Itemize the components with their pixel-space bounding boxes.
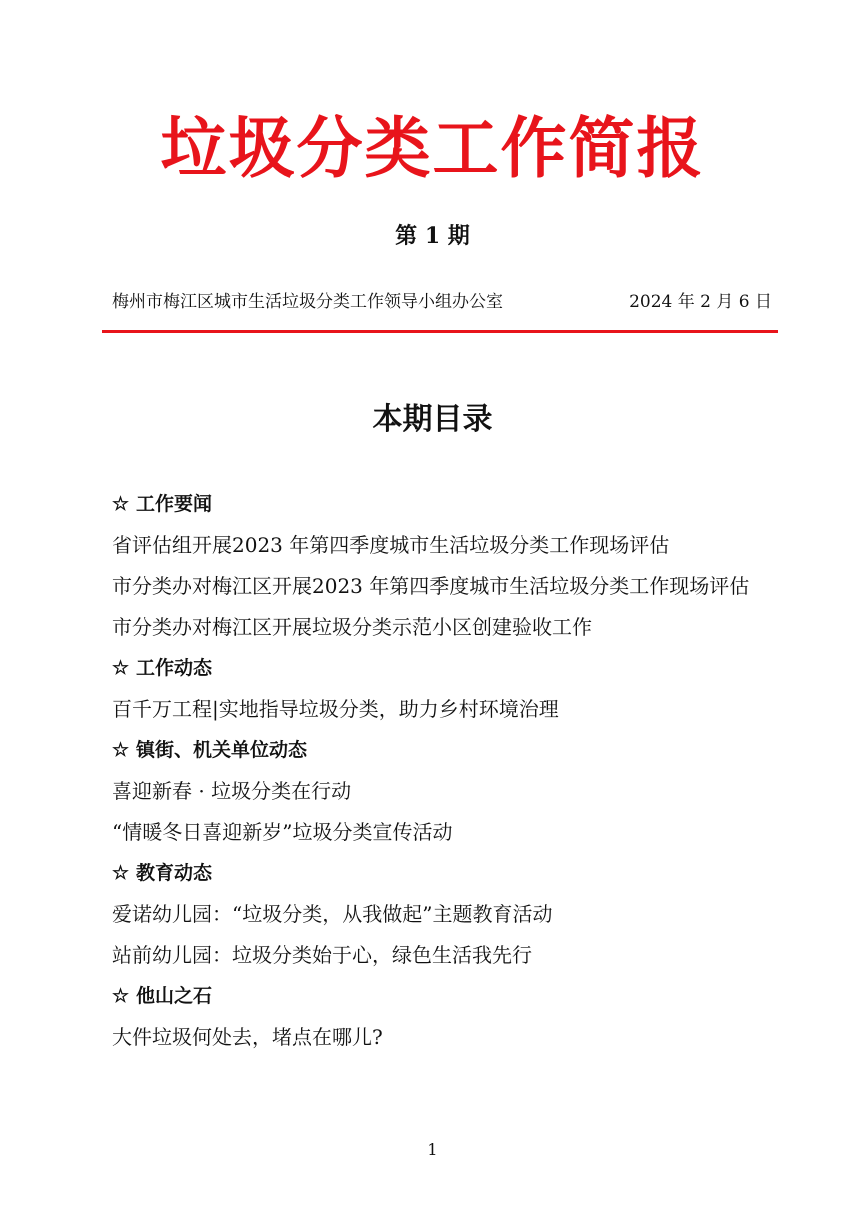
toc-heading: 本期目录 — [372, 402, 493, 437]
toc-item[interactable]: 爱诺幼儿园：“垃圾分类，从我做起”主题教育活动 — [112, 902, 553, 926]
toc-section-title: 他山之石 — [136, 985, 213, 1007]
toc-section-town-agency-updates — [112, 730, 792, 771]
issue-date: 2024 年 2 月 6 日 — [629, 292, 772, 312]
toc-item[interactable]: 市分类办对梅江区开展垃圾分类示范小区创建验收工作 — [112, 615, 592, 639]
toc-item[interactable]: 喜迎新春 · 垃圾分类在行动 — [112, 779, 352, 803]
toc-item[interactable]: 百千万工程|实地指导垃圾分类，助力乡村环境治理 — [112, 697, 559, 721]
toc-section-title: 工作动态 — [136, 657, 213, 679]
page-number: 1 — [427, 1140, 438, 1159]
star-icon: ☆ — [112, 739, 130, 761]
star-icon: ☆ — [112, 862, 130, 884]
toc-section-title: 镇街、机关单位动态 — [136, 739, 308, 761]
toc-section-work-news — [112, 484, 792, 525]
toc-section-external-lessons — [112, 976, 792, 1017]
toc-section-title: 工作要闻 — [136, 493, 213, 515]
toc-item[interactable]: 站前幼儿园：垃圾分类始于心，绿色生活我先行 — [112, 943, 532, 967]
issuing-office: 梅州市梅江区城市生活垃圾分类工作领导小组办公室 — [112, 292, 503, 312]
toc-item[interactable]: 市分类办对梅江区开展2023 年第四季度城市生活垃圾分类工作现场评估 — [112, 574, 750, 598]
header-divider — [102, 330, 778, 333]
toc-section-education-updates — [112, 853, 792, 894]
issue-number: 第 1 期 — [395, 223, 470, 249]
bulletin-title: 垃圾分类工作简报 — [160, 109, 705, 187]
toc-item[interactable]: 大件垃圾何处去，堵点在哪儿? — [112, 1025, 383, 1049]
table-of-contents — [112, 484, 792, 1058]
toc-item[interactable]: “情暖冬日喜迎新岁”垃圾分类宣传活动 — [112, 820, 453, 844]
toc-section-title: 教育动态 — [136, 862, 213, 884]
toc-item[interactable]: 省评估组开展2023 年第四季度城市生活垃圾分类工作现场评估 — [112, 533, 670, 557]
issuer-row — [112, 288, 772, 316]
star-icon: ☆ — [112, 493, 130, 515]
star-icon: ☆ — [112, 657, 130, 679]
toc-section-work-updates — [112, 648, 792, 689]
star-icon: ☆ — [112, 985, 130, 1007]
